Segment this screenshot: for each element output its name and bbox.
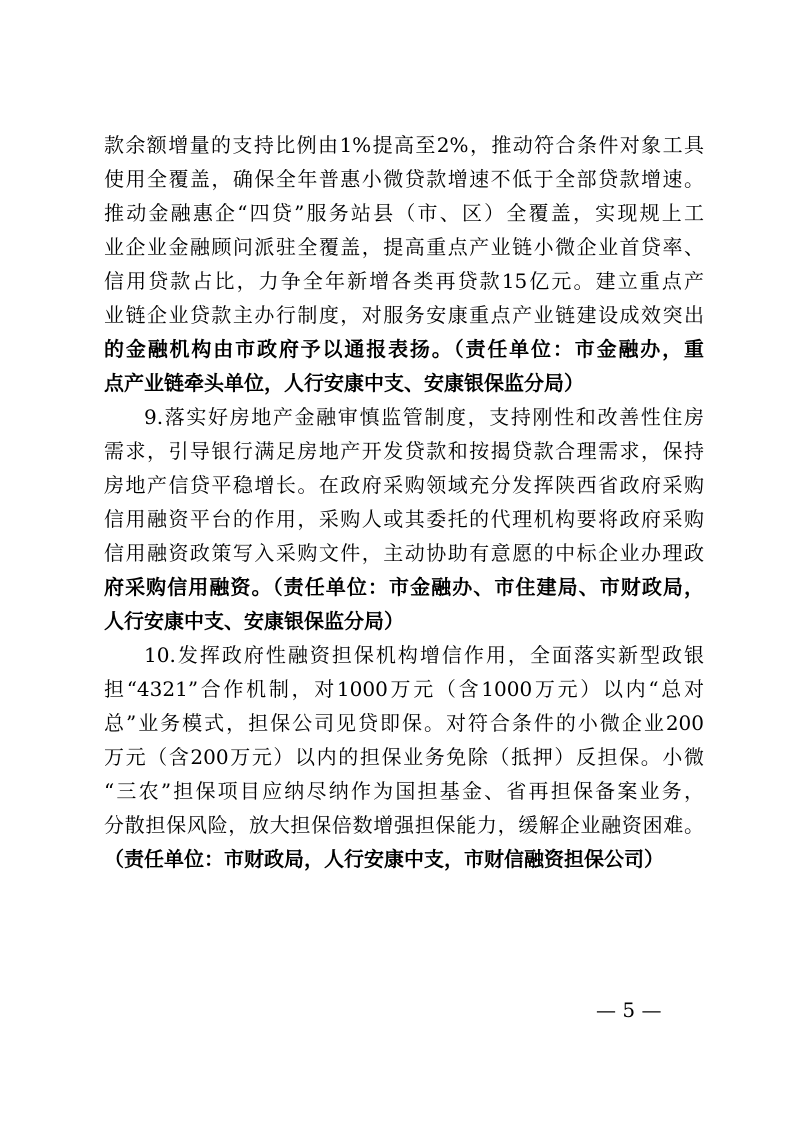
text-line: 使用全覆盖，确保全年普惠小微贷款增速不低于全部贷款增速。: [104, 167, 704, 191]
text-line: 人行安康中支、安康银保监分局）: [104, 609, 404, 633]
text-line: 9.落实好房地产金融审慎监管制度，支持刚性和改善性住房: [144, 405, 704, 429]
text-line: 房地产信贷平稳增长。在政府采购领域充分发挥陕西省政府采购: [104, 473, 704, 497]
paragraph-item-10: [104, 638, 704, 876]
text-line: 总”业务模式，担保公司见贷即保。对符合条件的小微企业200: [104, 711, 704, 735]
text-line: （责任单位：市财政局，人行安康中支，市财信融资担保公司）: [104, 847, 664, 871]
text-line: 款余额增量的支持比例由1%提高至2%，推动符合条件对象工具: [104, 133, 704, 157]
text-line: 府采购信用融资。（责任单位：市金融办、市住建局、市财政局，: [104, 575, 704, 599]
text-line: 的金融机构由市政府予以通报表扬。（责任单位：市金融办，重: [104, 337, 704, 361]
text-line: 推动金融惠企“四贷”服务站县（市、区）全覆盖，实现规上工: [104, 201, 704, 225]
text-line: 信用融资平台的作用，采购人或其委托的代理机构要将政府采购: [104, 507, 704, 531]
text-line: 需求，引导银行满足房地产开发贷款和按揭贷款合理需求，保持: [104, 439, 704, 463]
text-line: 点产业链牵头单位，人行安康中支、安康银保监分局）: [104, 371, 584, 395]
text-line: 万元（含200万元）以内的担保业务免除（抵押）反担保。小微: [104, 745, 704, 769]
text-line: 担“4321”合作机制，对1000万元（含1000万元）以内“总对: [104, 677, 704, 701]
paragraph-continuation: [104, 128, 704, 400]
text-line: “三农”担保项目应纳尽纳作为国担基金、省再担保备案业务，: [104, 779, 704, 803]
text-line: 信用融资政策写入采购文件，主动协助有意愿的中标企业办理政: [104, 541, 704, 565]
text-line: 10.发挥政府性融资担保机构增信作用，全面落实新型政银: [144, 643, 704, 667]
document-body: [104, 128, 704, 876]
text-line: 分散担保风险，放大担保倍数增强担保能力，缓解企业融资困难。: [104, 813, 704, 837]
text-line: 信用贷款占比，力争全年新增各类再贷款15亿元。建立重点产: [104, 269, 704, 293]
text-line: 业链企业贷款主办行制度，对服务安康重点产业链建设成效突出: [104, 303, 704, 327]
paragraph-item-9: [104, 400, 704, 638]
page-number: — 5 —: [596, 998, 662, 1022]
text-line: 业企业金融顾问派驻全覆盖，提高重点产业链小微企业首贷率、: [104, 235, 704, 259]
